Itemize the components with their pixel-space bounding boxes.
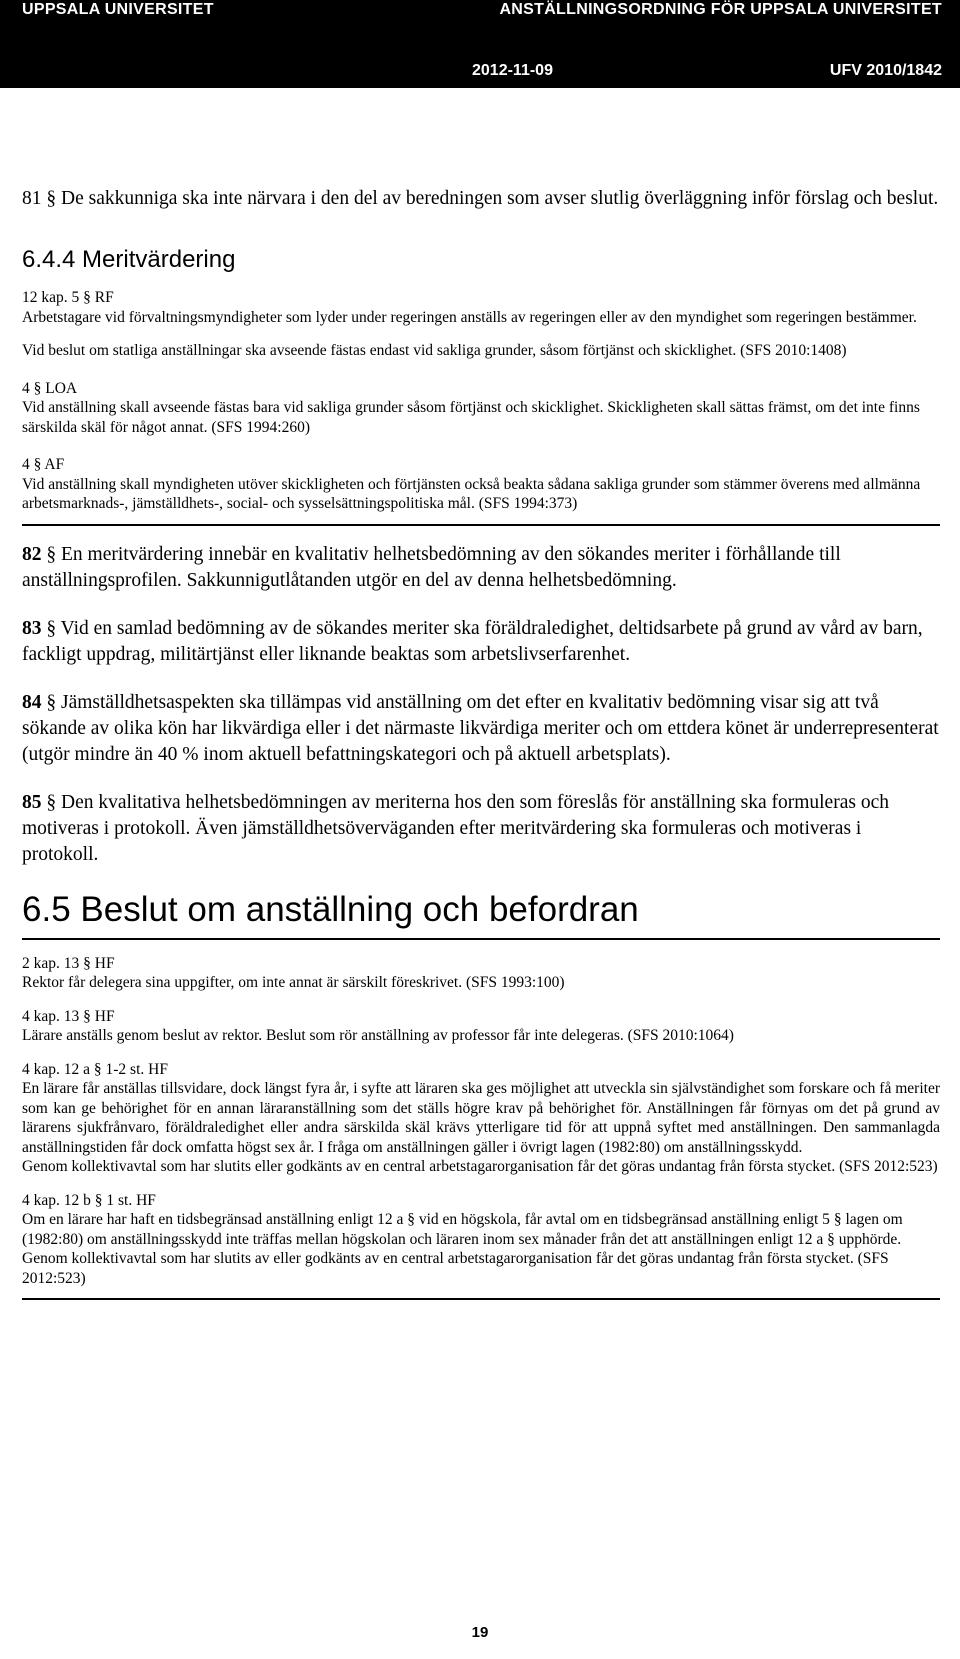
quote-ref-chapter: 2 kap. 13 <box>22 954 80 972</box>
paragraph-number: 84 <box>22 691 42 713</box>
section-sign-icon: § <box>46 617 57 639</box>
section-sign-icon: § <box>46 543 57 565</box>
quote-text: Genom kollektivavtal som har slutits eller godkänts av en central arbetstagarorganisation får det göras undantag från första stycket. (SFS 2012:523) <box>22 1158 938 1175</box>
quote-reference <box>22 1060 940 1080</box>
section-sign-icon: § <box>33 379 42 397</box>
paragraph-81 <box>22 186 940 212</box>
paragraph-82 <box>22 542 940 594</box>
section-sign-icon: § <box>33 456 42 473</box>
paragraph-text: Vid en samlad bedömning av de sökandes meriter ska föräldraledighet, deltidsarbete på grund av vård av barn, fackligt uppdrag, militärtjänst eller liknande beaktas som arbetslivserfarenhet. <box>22 617 923 665</box>
quote-hf-4-12a <box>22 1060 940 1177</box>
quote-loa <box>22 379 940 438</box>
quote-source: HF <box>94 1007 115 1025</box>
section-heading-meritvardering: 6.4.4 Meritvärdering <box>22 246 236 273</box>
section-sign-icon: § <box>93 1060 102 1078</box>
paragraph-text: En meritvärdering innebär en kvalitativ helhetsbedömning av den sökandes meriter i förhållande till anställningsprofilen. Sakkunnigutlåtanden utgör en del av denna helhetsbedömning. <box>22 543 841 591</box>
quote-ref-chapter: 12 kap. 5 <box>22 289 80 306</box>
quote-text: Genom kollektivavtal som har slutits av eller godkänts av en central arbetstagarorganisation får det göras undantag från första stycket. (SFS 2012:523) <box>22 1250 889 1287</box>
quote-text-part: upphörde. <box>838 1230 902 1248</box>
quote-source: 1 st. HF <box>106 1191 156 1209</box>
paragraph-84 <box>22 690 940 768</box>
section-heading-beslut: 6.5 Beslut om anställning och befordran <box>22 889 639 929</box>
quote-text-part: vid en högskola, får avtal om en tidsbegränsad anställning enligt 5 <box>418 1211 830 1228</box>
quote-text <box>22 1210 940 1249</box>
paragraph-number: 81 <box>22 188 42 209</box>
document-body <box>22 186 940 1300</box>
quote-text: Vid anställning skall myndigheten utöver skickligheten och förtjänsten också beakta sådana sakliga grunder som stämmer överens med allmänna arbetsmarknads-, jämställdhets-, social- och sysselsättningspolitiska mål. (SFS 1994:373) <box>22 475 921 512</box>
quote-ref-chapter: 4 <box>22 379 30 397</box>
quote-reference <box>22 1191 940 1211</box>
quote-hf-4-13 <box>22 1007 940 1046</box>
section-sign-icon: § <box>46 188 57 209</box>
quote-source: HF <box>94 954 115 972</box>
divider <box>22 938 940 940</box>
quote-text: En lärare får anställas tillsvidare, dock längst fyra år, i syfte att läraren ska ges möjlighet att utveckla sin självständighet som forskare och få meriter som kan ge behörighet för en annan läraranställning som det ställs högre krav på behörighet för. Anställningen får förnyas om det på grund av lärarens sjukfrånvaro, föräldraledighet eller andra särskilda skäl krävs ytterligare tid för att uppnå syftet med anställningen. Den sammanlagda anställningstiden får dock omfatta högst sex år. I fråga om anställningen gäller i övrigt lagen (1982:80) om anställningsskydd. <box>22 1080 940 1156</box>
quote-text: Arbetstagare vid förvaltningsmyndigheter som lyder under regeringen anställs av regeringen eller av den myndighet som regeringen bestämmer. <box>22 308 917 326</box>
page-header <box>0 0 960 88</box>
section-sign-icon: § <box>83 1007 91 1025</box>
document-date: 2012-11-09 <box>472 62 553 79</box>
quote-ref-chapter: 4 <box>22 456 30 473</box>
quote-source: 1-2 st. HF <box>105 1060 168 1078</box>
section-sign-icon: § <box>83 954 91 972</box>
section-sign-icon: § <box>46 791 57 813</box>
quote-text-part: lagen om (1982:80) om anställningsskydd inte träffas mellan högskolan och läraren inom sex månader från det att anställningen enligt 12 a <box>22 1211 903 1248</box>
quote-rf <box>22 288 940 361</box>
paragraph-text: Jämställdhetsaspekten ska tillämpas vid anställning om det efter en kvalitativ bedömning visar sig att två sökande av olika kön har likvärdiga eller i det närmaste likvärdiga meriter och om ettdera könet är underrepresenterat (utgör mindre än 40 % inom aktuell befattningskategori och på aktuell arbetsplats). <box>22 691 939 765</box>
paragraph-number: 85 <box>22 791 42 813</box>
paragraph-number: 83 <box>22 617 42 639</box>
quote-text: Rektor får delegera sina uppgifter, om inte annat är särskilt föreskrivet. (SFS 1993:100) <box>22 974 565 991</box>
quote-ref-chapter: 4 kap. 12 a <box>22 1060 91 1078</box>
quote-source: AF <box>44 456 65 473</box>
page-number: 19 <box>471 1624 489 1641</box>
quote-reference <box>22 954 940 974</box>
section-sign-icon: § <box>827 1230 835 1248</box>
quote-text: Vid anställning skall avseende fästas bara vid sakliga grunder såsom förtjänst och skicklighet. Skickligheten skall sättas främst, om det inte finns särskilda skäl för något annat. (SFS 1994:260) <box>22 399 920 436</box>
section-sign-icon: § <box>83 289 91 306</box>
quote-reference <box>22 379 940 399</box>
quote-text: Lärare anställs genom beslut av rektor. Beslut som rör anställning av professor får inte delegeras. (SFS 2010:1064) <box>22 1027 734 1044</box>
quote-ref-chapter: 4 kap. 12 b <box>22 1191 91 1209</box>
quote-hf-4-12b <box>22 1191 940 1289</box>
quote-source: LOA <box>45 379 78 397</box>
paragraph-number: 82 <box>22 543 42 565</box>
section-sign-icon: § <box>833 1211 842 1228</box>
paragraph-85 <box>22 790 940 868</box>
quote-source: RF <box>94 289 114 306</box>
section-sign-icon: § <box>94 1191 103 1209</box>
section-sign-icon: § <box>46 691 57 713</box>
quote-hf-2-13 <box>22 954 940 993</box>
quote-reference <box>22 288 940 308</box>
paragraph-text: Den kvalitativa helhetsbedömningen av meriterna hos den som föreslås för anställning ska formuleras och motiveras i protokoll. Även jämställdhetsöverväganden efter meritvärdering ska formuleras och motiveras i protokoll. <box>22 791 889 865</box>
quote-ref-chapter: 4 kap. 13 <box>22 1007 80 1025</box>
section-sign-icon: § <box>407 1211 415 1228</box>
divider <box>22 1298 940 1300</box>
document-title: ANSTÄLLNINGSORDNING FÖR UPPSALA UNIVERSITET <box>499 1 942 18</box>
quote-af <box>22 455 940 514</box>
paragraph-text: De sakkunniga ska inte närvara i den del av beredningen som avser slutlig överläggning inför förslag och beslut. <box>61 188 939 209</box>
quote-reference <box>22 1007 940 1027</box>
paragraph-83 <box>22 616 940 668</box>
org-name: UPPSALA UNIVERSITET <box>22 1 214 18</box>
quote-text: Vid beslut om statliga anställningar ska avseende fästas endast vid sakliga grunder, såsom förtjänst och skicklighet. (SFS 2010:1408) <box>22 342 847 359</box>
quote-text-part: Om en lärare har haft en tidsbegränsad anställning enligt 12 a <box>22 1211 404 1228</box>
divider <box>22 524 940 526</box>
document-reference: UFV 2010/1842 <box>829 62 942 79</box>
quote-reference <box>22 455 940 475</box>
